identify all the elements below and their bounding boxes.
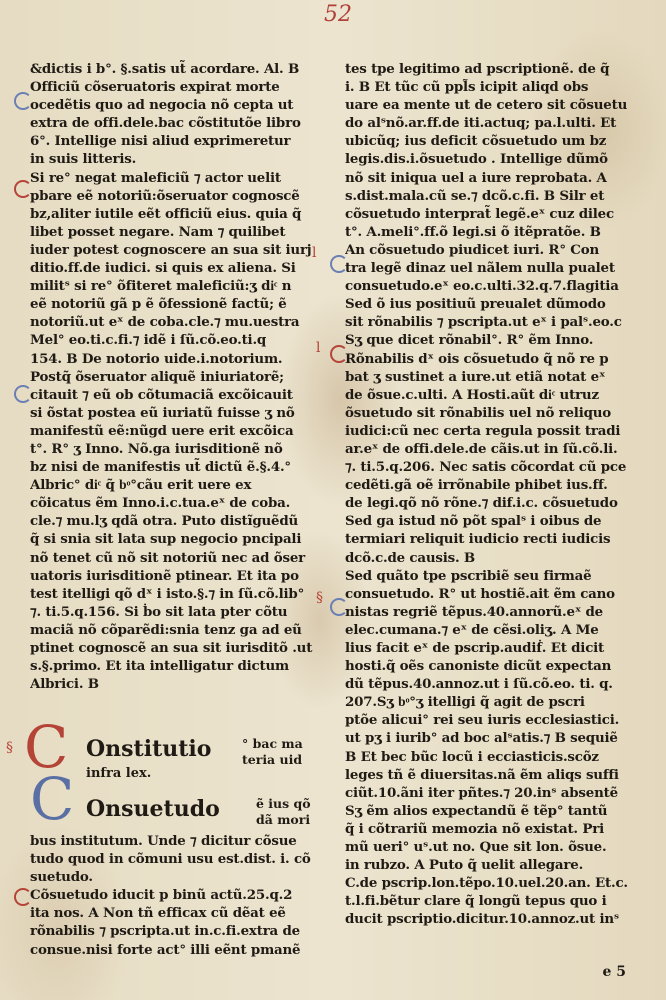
text-line: leges tñ ẽ diuersitas.nã ẽm aliqs suffi (345, 766, 619, 783)
text-line: manifestũ eẽ:nũgd uere erit excõica (30, 422, 294, 439)
text-line: ar.eˣ de offi.dele.de cãis.ut in ſũ.cõ.li. (345, 440, 618, 457)
text-line: cedẽti.gã oẽ irrõnabile phibet ius.ff. (345, 477, 608, 494)
text-line: 154. B De notorio uide.i.notorium. (30, 350, 283, 367)
text-line: tudo quod in cõmuni usu est.dist. i. cõ (30, 851, 311, 868)
text-line: nõ sit iniqua uel a iure reprobata. A (345, 169, 607, 186)
text-line: Postq̃ õseruator aliquẽ iniuriatorẽ; (30, 368, 284, 385)
text-line: maciã nõ cõparẽdi:snia tenz ga ad eũ (30, 621, 302, 638)
text-line: Sed õ ius positiuũ preualet dũmodo (345, 296, 606, 313)
text-line: bat ʒ sustinet a iure.ut etiã notat eˣ (345, 368, 606, 385)
decorated-initial-c-blue: C (30, 765, 75, 833)
text-line: citauit ⁊ eũ ob cõtumaciã excõicauit (30, 386, 293, 403)
paragraph-mark-icon: § (316, 590, 323, 606)
text-line: 207.Sʒ bͦ°ʒ itelligi q̃ agit de pscri (345, 694, 585, 711)
text-line: hosti.q̃ oẽs canoniste dicũt expectan (345, 658, 612, 675)
text-line: Albrici. B (30, 676, 99, 693)
text-line: bz,aliter iutile eẽt officiũ eius. quia q̃ (30, 205, 302, 222)
text-line: nistas regriẽ tẽpus.40.annorũ.eˣ de (345, 603, 603, 620)
note-line: infra lex. (86, 766, 152, 781)
text-line: dcõ.c.de causis. B (345, 549, 476, 566)
text-line: iudici:cũ nec certa regula possit tradi (345, 422, 621, 439)
text-line: notoriũ.ut eˣ de coba.cle.⁊ mu.uestra (30, 314, 300, 331)
constitutio-heading (86, 736, 306, 781)
text-line: s.§.primo. Et ita intelligatur dictum (30, 658, 289, 675)
text-line: q̃ si snia sit lata sup negocio pncipali (30, 531, 302, 548)
text-line: uare ea mente ut de cetero sit cõsuetu (345, 97, 628, 114)
text-line: ⁊. ti.5.q.206. Nec satis cõcordat cũ pce (345, 459, 627, 476)
text-line: do alˢnõ.ar.ff.de iti.actuq; pa.l.ulti. Et (345, 115, 617, 132)
text-line: Albric° diͨ q̃ bͦ°cãu erit uere ex (30, 477, 252, 494)
text-line: ducit pscriptio.dicitur.10.annoz.ut inˢ (345, 911, 620, 928)
text-line: cõsuetudo interprat̃ legẽ.eˣ cuz dilec (345, 205, 614, 222)
text-line: ditio.ff.de iudici. si quis ex aliena. Si (30, 260, 296, 277)
text-line: mũ ueri° uˢ.ut no. Que sit lon. õsue. (345, 839, 607, 856)
heading-note (256, 796, 311, 828)
text-line: Cõsuetudo iducit p binũ actũ.25.q.2 (30, 887, 293, 904)
text-line: ptõe alicui° rei seu iuris ecclesiastici. (345, 712, 620, 729)
text-line: nõ tenet cũ nõ sit notoriũ nec ad õser (30, 549, 306, 566)
text-line: rõnabilis ⁊ pscripta.ut in.c.fi.extra de (30, 923, 300, 940)
note-line: dã mori (256, 812, 311, 827)
decorated-initial-c-red: C (24, 713, 69, 781)
text-line: bz nisi de manifestis ut̃ dictũ ẽ.§.4.° (30, 459, 291, 476)
text-line: in rubzo. A Puto q̃ uelit allegare. (345, 857, 584, 874)
text-line: Si re° negat maleficiũ ⁊ actor uelit (30, 169, 281, 186)
paragraph-mark-icon: § (6, 740, 13, 756)
note-line: ẽ ius qõ (256, 796, 311, 811)
text-line: test itelligi qõ dˣ i isto.§.⁊ in ſũ.cõ.lib° (30, 585, 305, 602)
text-line: 6°. Intellige nisi aliud exprimeretur (30, 133, 291, 150)
text-line: cle.⁊ mu.lʒ qdã otra. Puto distĩguẽdũ (30, 513, 299, 530)
text-line: ubicũq; ius deficit cõsuetudo um bz (345, 133, 607, 150)
text-line: si õstat postea eũ iuriatũ fuisse ʒ nõ (30, 404, 295, 421)
text-line: Sed quãto tpe pscribiẽ seu firmaẽ (345, 567, 592, 584)
text-line: tes tpe legitimo ad pscriptionẽ. de q̃ (345, 61, 610, 77)
consuetudo-heading (86, 796, 316, 827)
folio-number: 52 (324, 2, 352, 27)
text-line: C.de pscrip.lon.tẽpo.10.uel.20.an. Et.c. (345, 875, 628, 892)
text-line: tra legẽ dinaz uel nãlem nulla pualet (345, 260, 615, 277)
text-line: ocedẽtis quo ad negocia nõ cepta ut (30, 97, 294, 114)
text-line: sit rõnabilis ⁊ pscripta.ut eˣ i palˢ.eo.c (345, 314, 622, 331)
text-line: q̃ i cõtrariũ memozia nõ existat. Pri (345, 820, 604, 837)
text-line: Mel° eo.ti.c.fi.⁊ idẽ i ſũ.cõ.eo.ti.q (30, 332, 267, 349)
text-line: bus institutum. Unde ⁊ dicitur cõsue (30, 833, 297, 849)
note-line: teria uid (242, 752, 303, 767)
text-line: Sed ga istud nõ põt spalˢ i oibus de (345, 513, 602, 530)
heading-note (242, 736, 303, 768)
text-line: extra de offi.dele.bac cõstitutõe libro (30, 115, 301, 132)
text-line: lius facit eˣ de pscrip.audiḟ. Et dicit (345, 640, 605, 656)
text-line: militˢ si re° õfiteret maleficiũ:ʒ diͨ n (30, 278, 292, 295)
text-line: pbare eẽ notoriũ:õseruator cognoscẽ (30, 187, 300, 204)
text-line: elec.cumana.⁊ eˣ de cẽsi.oliʒ. A Me (345, 621, 599, 638)
left-column (30, 60, 320, 693)
text-line: suetudo. (30, 869, 93, 886)
heading-constitutio: Onstitutio (86, 736, 212, 762)
heading-consuetudo: Onsuetudo (86, 796, 220, 822)
text-line: t.l.fi.bẽtur clare q̃ longũ tepus quo i (345, 893, 607, 910)
text-line: de õsue.c.ulti. A Hosti.aũt diͨ utruz (345, 386, 599, 403)
text-line: consue.nisi forte act° illi eẽnt pmanẽ (30, 941, 301, 958)
text-line: ptinet cognoscẽ an sua sit iurisditõ .ut (30, 640, 313, 656)
catchword-signature: e 5 (602, 964, 626, 980)
text-line: Rõnabilis dˣ ois cõsuetudo q̃ nõ re p (345, 350, 609, 367)
text-line: ciũt.10.ãni iter pñtes.⁊ 20.inˢ absentẽ (345, 784, 618, 801)
text-line: consuetudo.eˣ eo.c.ulti.32.q.7.flagitia (345, 278, 619, 295)
text-line: Sʒ ẽm alios expectandũ ẽ tẽp° tantũ (345, 802, 608, 819)
text-line: de legi.qõ nõ rõne.⁊ dif.i.c. cõsuetudo (345, 495, 618, 512)
note-line: ° bac ma (242, 736, 303, 751)
text-line: Sʒ que dicet rõnabil°. R° ẽm Inno. (345, 332, 594, 349)
text-line: &dictis i b°. §.satis ut̃ acordare. Al. B (30, 61, 300, 77)
text-line: consuetudo. R° ut hostiẽ.ait ẽm cano (345, 585, 615, 602)
text-line: i. B Et tũc cũ ppl̃s icipit aliqd obs (345, 79, 589, 96)
text-line: uatoris iurisditionẽ ptinear. Et ita po (30, 567, 299, 584)
text-line: libet posset negare. Nam ⁊ quilibet (30, 223, 286, 240)
text-line: An cõsuetudo piudicet iuri. R° Con (345, 241, 599, 258)
text-line: ut pʒ i iurib° ad boc alˢatis.⁊ B sequiẽ (345, 730, 618, 747)
left-column-tail (30, 832, 320, 959)
text-line: iuder potest cognoscere an sua sit iurj (30, 241, 312, 258)
text-line: t°. R° ʒ Inno. Nõ.ga iurisditionẽ nõ (30, 440, 283, 457)
paragraph-mark-icon: l (312, 245, 317, 261)
text-line: termiari reliquit iudicio recti iudicis (345, 531, 611, 548)
text-line: s.dist.mala.cũ se.⁊ dcõ.c.fi. B Silr et (345, 187, 605, 204)
text-line: t°. A.meli°.ff.õ legi.si õ itẽpratõe. B (345, 223, 601, 240)
text-line: in suis litteris. (30, 151, 137, 168)
right-column (345, 60, 640, 929)
text-line: legis.dis.i.õsuetudo . Intellige dũmõ (345, 151, 608, 168)
text-line: Officiũ cõseruatoris expirat morte (30, 79, 280, 96)
paragraph-mark-icon: l (316, 340, 321, 356)
text-line: eẽ notoriũ gã p ẽ õfessionẽ factũ; ẽ (30, 296, 287, 313)
text-line: cõicatus ẽm Inno.i.c.tua.eˣ de coba. (30, 495, 291, 512)
text-line: B Et bec bũc locũ i ecciasticis.scõz (345, 748, 599, 765)
text-line: ⁊. ti.5.q.156. Si ḃo sit lata pter cõtu (30, 603, 288, 620)
text-line: dũ tẽpus.40.annoz.ut i ſũ.cõ.eo. ti. q. (345, 676, 613, 693)
text-line: ita nos. A Non tñ efficax cũ dẽat eẽ (30, 905, 286, 922)
text-line: õsuetudo sit rõnabilis uel nõ reliquo (345, 404, 612, 421)
